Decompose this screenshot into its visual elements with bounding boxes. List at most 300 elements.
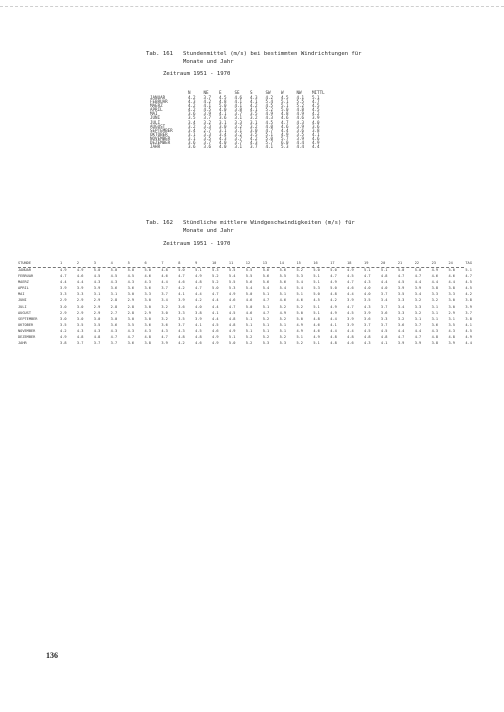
table-cell: 4.3 [431,328,439,333]
table-cell: 3.7 [234,135,243,141]
table-cell: 3.9 [448,341,455,346]
table-cell: 5.1 [279,292,287,297]
table-cell: 4.8 [364,335,371,340]
table-cell: 3.7 [110,341,118,346]
row-month-label: JULI [18,304,27,309]
scan-edge [0,6,504,8]
table-cell: 4.7 [414,274,422,279]
table-cell: 4.0 [219,107,227,113]
table-cell: 5.2 [296,268,303,272]
table-cell: 3.5 [127,322,135,327]
table-cell: 3.6 [161,322,168,327]
table-cell: 4.8 [195,335,202,340]
table-cell: 4.4 [212,298,219,303]
table-cell: 3.2 [397,316,405,321]
table-cell: 3.6 [203,144,212,150]
table-cell: 4.7 [265,127,274,133]
column-header: 20 [380,260,386,265]
table-cell: 5.4 [296,286,303,291]
table-cell: 4.3 [250,95,258,100]
table-cell: 4.8 [431,335,439,340]
table-cell: 4.7 [347,304,354,309]
table-cell: 2.9 [93,298,101,303]
table-cell: 5.4 [265,99,274,105]
table-cell: 3.0 [250,127,258,133]
table-cell: 4.3 [127,328,135,333]
table-cell: 4.0 [195,304,202,309]
table-cell: 2.8 [127,304,135,309]
table-cell: 5.6 [245,280,253,285]
table-cell: 4.0 [219,144,227,150]
table-cell: 4.2 [188,95,196,100]
table-cell: 3.7 [203,140,212,146]
table-cell: 3.9 [465,304,472,309]
table-cell: 4.4 [330,328,337,333]
column-header: 11 [228,260,234,265]
table-cell: 3.6 [178,304,185,309]
table-cell: 4.2 [60,328,67,333]
table-161 [150,88,328,149]
table-cell: 4.4 [465,341,472,346]
column-header: 23 [431,260,436,265]
table-cell: 4.9 [296,111,305,117]
table-cell: 3.6 [127,341,135,346]
table-cell: 4.0 [364,292,371,297]
table-cell: 3.3 [414,304,422,309]
row-month-label: APRIL [18,286,29,291]
table-cell: 2.9 [144,310,151,315]
table-cell: 4.9 [330,310,337,315]
table-cell: 2.8 [127,310,135,315]
table-cell: 4.6 [431,274,439,279]
table-cell: 4.2 [178,341,185,346]
column-header: 8 [178,260,181,265]
table-cell: 4.6 [161,274,168,279]
table-cell: 5.6 [262,268,270,272]
table-cell: 5.4 [245,286,253,291]
table-cell: 4.5 [465,280,472,285]
table-cell: 4.8 [330,341,337,346]
table-cell: 3.5 [188,115,196,121]
table-cell: 4.3 [364,280,371,285]
table-cell: 4.6 [312,135,320,141]
table-cell: 3.6 [296,127,305,133]
table-cell: 4.1 [380,341,388,346]
table-cell: 4.3 [178,328,185,333]
table-cell: 4.7 [347,280,354,285]
table-cell: 4.1 [203,103,212,109]
table-cell: 3.8 [465,298,472,303]
table-cell: 3.1 [448,316,455,321]
table-cell: 2.7 [203,127,212,133]
page-number: 136 [46,651,58,660]
column-header: 2 [76,260,80,265]
table-cell: 4.9 [279,310,287,315]
table-cell: 3.6 [188,111,196,117]
column-header: 13 [262,260,268,265]
table-cell: 3.7 [380,292,388,297]
table-cell: 5.0 [212,286,219,291]
table-cell: 4.5 [212,322,219,327]
table-cell: 4.1 [212,310,219,315]
table-cell: 4.3 [250,140,258,146]
table-cell: 4.3 [364,341,371,346]
table-cell: 4.4 [431,280,439,285]
table-cell: 3.6 [380,310,388,315]
table-cell: 4.8 [448,335,455,340]
table-cell: 4.5 [465,286,472,291]
column-header: 1 [60,260,63,265]
table-cell: 5.1 [281,99,289,105]
column-header: E [219,89,222,95]
table-cell: 4.9 [212,335,219,340]
table-cell: 4.6 [448,274,455,279]
table-cell: 3.4 [219,131,227,137]
table-cell: 3.6 [110,286,118,291]
table-cell: 4.9 [330,304,337,309]
table-cell: 3.4 [414,292,422,297]
table-cell: 5.5 [228,268,236,272]
table-cell: 4.9 [465,335,472,340]
table-cell: 5.2 [212,274,219,279]
column-header: 19 [364,260,369,265]
table-cell: 4.7 [127,335,135,340]
table-cell: 3.9 [414,286,422,291]
table-cell: 5.0 [265,135,274,141]
table-cell: 4.5 [265,103,274,109]
table-cell: 5.2 [296,341,303,346]
table-cell: 4.4 [330,316,337,321]
table-162-caption: Tab. 162 Stündliche mittlere Windgeschwindigkeiten (m/s) für Monate und Jahr [146,220,355,234]
column-header: SE [234,89,240,95]
table-cell: 3.2 [234,123,243,129]
table-cell: 4.6 [195,341,202,346]
table-cell: 4.1 [296,95,305,100]
table-cell: 4.1 [312,131,320,137]
table-cell: 4.3 [110,328,118,333]
table-cell: 4.3 [265,115,274,121]
table-cell: 3.6 [110,322,118,327]
table-cell: 3.9 [161,341,168,346]
table-cell: 4.5 [127,274,135,279]
table-cell: 5.0 [448,268,455,272]
column-header: MITTL [312,89,325,95]
table-cell: 5.1 [262,322,270,327]
table-cell: 4.8 [380,274,388,279]
table-cell: 4.5 [313,298,320,303]
table-cell: 5.0 [330,268,337,272]
column-header: N [188,89,191,95]
table-cell: 5.5 [228,280,236,285]
table-cell: 5.1 [281,103,289,109]
table-cell: 5.1 [380,268,388,272]
row-month-label: DEZEMBER [18,335,36,340]
table-cell: 4.3 [188,99,196,105]
table-cell: 3.0 [93,316,101,321]
table-cell: 5.1 [313,280,320,285]
table-cell: 4.4 [312,144,320,150]
table-cell: 5.4 [279,286,287,291]
table-cell: 5.0 [313,292,320,297]
table-cell: 4.6 [296,298,303,303]
row-month-label: JUNI [150,115,161,121]
table-cell: 3.1 [93,292,101,297]
row-month-label: SEPTEMBER [150,127,173,133]
table-cell: 5.0 [228,341,236,346]
table-cell: 3.5 [60,322,67,327]
table-cell: 5.0 [178,268,185,272]
table-cell: 3.2 [188,123,196,129]
table-cell: 4.1 [219,111,227,117]
table-cell: 4.7 [262,298,270,303]
table-cell: 3.3 [380,316,388,321]
table-cell: 3.7 [76,341,84,346]
table-cell: 4.9 [296,322,303,327]
table-cell: 2.7 [110,310,118,315]
table-cell: 4.4 [161,280,168,285]
table-cell: 3.4 [397,304,405,309]
table-cell: 5.7 [265,140,274,146]
table-cell: 3.9 [93,286,101,291]
table-cell: 3.5 [448,322,455,327]
table-cell: 3.7 [380,322,388,327]
table-161-period: Zeitraum 1951 - 1970 [163,71,231,77]
table-cell: 5.6 [262,274,270,279]
table-cell: 2.9 [93,310,101,315]
table-cell: 5.1 [262,328,270,333]
row-month-label: FEBRUAR [18,274,34,279]
table-cell: 3.2 [234,131,243,137]
row-month-label: AUGUST [18,310,31,315]
table-cell: 4.9 [228,328,236,333]
table-cell: 3.3 [397,310,405,315]
table-cell: 4.5 [347,310,354,315]
table-cell: 4.7 [465,274,472,279]
table-cell: 3.7 [203,95,212,100]
table-cell: 4.3 [144,328,151,333]
table-cell: 3.9 [178,298,185,303]
table-cell: 4.3 [364,304,371,309]
table-cell: 3.6 [312,123,320,129]
table-cell: 3.7 [234,140,243,146]
table-cell: 4.2 [265,95,274,100]
table-cell: 4.1 [250,99,258,105]
table-cell: 3.4 [188,119,196,125]
row-month-label: MAI [150,111,158,117]
table-cell: 4.8 [347,335,354,340]
table-cell: 4.6 [279,298,287,303]
table-cell: 5.1 [364,268,371,272]
table-cell: 4.6 [76,274,84,279]
table-cell: 4.3 [161,328,168,333]
table-cell: 3.0 [127,316,135,321]
table-cell: 4.5 [228,310,236,315]
table-cell: 5.0 [296,316,303,321]
table-cell: 4.2 [203,99,212,105]
table-cell: 3.9 [347,298,354,303]
table-cell: 4.1 [234,103,243,109]
table-row [18,340,482,346]
table-cell: 4.9 [228,292,236,297]
table-cell: 4.7 [212,292,219,297]
table-cell: 5.1 [465,268,472,272]
table-cell: 4.7 [178,274,185,279]
table-cell: 4.9 [212,341,219,346]
table-cell: 2.8 [110,298,118,303]
table-cell: 4.9 [312,140,320,146]
table-cell: 4.9 [296,328,303,333]
table-cell: 3.5 [397,292,405,297]
column-header: 5 [127,260,130,265]
table-cell: 5.4 [296,280,303,285]
table-cell: 3.1 [234,115,243,121]
table-cell: 3.9 [364,310,371,315]
table-cell: 5.1 [312,95,320,100]
table-cell: 4.8 [380,335,388,340]
table-cell: 5.2 [245,341,253,346]
table-cell: 4.6 [281,115,289,121]
row-month-label: JULI [150,119,161,125]
table-cell: 3.7 [414,322,422,327]
table-cell: 3.0 [110,316,118,321]
column-header: 18 [347,260,352,265]
table-cell: 4.4 [347,292,354,297]
table-cell: 5.4 [262,286,270,291]
table-cell: 3.1 [188,135,196,141]
table-cell: 3.9 [397,341,405,346]
table-row [150,145,328,149]
table-cell: 5.0 [245,304,253,309]
table-cell: 4.4 [414,328,422,333]
table-cell: 3.1 [219,127,227,133]
table-cell: 5.2 [279,304,287,309]
table-cell: 3.0 [127,292,135,297]
table-cell: 3.0 [219,123,227,129]
table-cell: 4.8 [313,316,320,321]
table-cell: 3.2 [250,123,258,129]
table-cell: 5.3 [212,268,219,272]
table-cell: 3.6 [364,316,371,321]
table-cell: 4.2 [178,286,185,291]
table-cell: 4.1 [195,322,202,327]
table-cell: 5.4 [228,274,236,279]
table-cell: 3.3 [397,298,405,303]
table-cell: 5.0 [93,268,101,272]
table-cell: 3.3 [203,131,212,137]
table-cell: 3.3 [144,292,151,297]
table-cell: 4.3 [110,280,118,285]
table-cell: 2.9 [60,310,67,315]
table-cell: 3.7 [250,144,258,150]
table-cell: 5.6 [279,280,287,285]
table-cell: 4.4 [281,127,289,133]
table-cell: 3.0 [60,316,67,321]
table-cell: 3.0 [76,304,84,309]
table-cell: 3.2 [161,316,168,321]
table-161-body [150,96,328,149]
table-cell: 4.9 [76,268,84,272]
table-cell: 3.1 [431,304,439,309]
table-cell: 4.4 [448,280,455,285]
table-cell: 4.2 [465,292,472,297]
table-cell: 3.0 [144,316,151,321]
table-cell: 5.1 [245,316,253,321]
table-cell: 5.0 [127,268,135,272]
table-cell: 4.7 [228,304,236,309]
table-cell: 5.2 [296,304,303,309]
column-header: 3 [93,260,96,265]
table-cell: 4.9 [281,131,289,137]
table-cell: 4.5 [281,95,289,100]
table-cell: 4.0 [312,119,320,125]
table-cell: 5.3 [296,274,303,279]
table-cell: 4.8 [178,335,185,340]
column-header-month: STUNDE [18,260,31,265]
table-cell: 4.7 [312,99,320,105]
table-cell: 4.0 [380,286,388,291]
table-cell: 5.1 [262,292,270,297]
table-cell: 4.8 [228,322,236,327]
table-cell: 3.5 [296,131,305,137]
table-cell: 4.4 [195,292,202,297]
table-cell: 4.7 [161,335,168,340]
table-cell: 3.5 [76,322,84,327]
table-cell: 5.5 [279,274,287,279]
table-cell: 3.7 [93,341,101,346]
table-cell: 3.5 [250,111,258,117]
table-cell: 4.3 [93,328,101,333]
row-month-label: JANUAR [150,95,166,100]
table-cell: 4.6 [347,341,354,346]
table-cell: 4.2 [188,103,196,109]
table-cell: 4.4 [60,280,67,285]
table-cell: 3.1 [188,131,196,137]
table-cell: 5.1 [296,292,303,297]
table-cell: 4.6 [281,123,289,129]
table-cell: 4.5 [312,107,320,113]
table-cell: 4.9 [265,111,274,117]
table-cell: 5.0 [313,268,320,272]
column-header: S [250,89,253,95]
table-cell: 3.7 [364,322,371,327]
column-header: 17 [330,260,335,265]
table-cell: 3.0 [448,298,455,303]
table-cell: 4.5 [465,328,472,333]
table-cell: 4.4 [212,316,219,321]
table-cell: 3.8 [431,341,439,346]
table-cell: 3.7 [380,304,388,309]
table-cell: 4.5 [195,328,202,333]
table-cell: 4.5 [265,119,274,125]
table-cell: 4.0 [364,286,371,291]
table-cell: 4.7 [364,274,371,279]
table-cell: 4.4 [76,280,84,285]
table-cell: 3.9 [414,341,422,346]
table-cell: 3.5 [93,322,101,327]
table-cell: 4.3 [448,328,455,333]
table-cell: 3.9 [203,111,212,117]
table-cell: 5.5 [245,268,253,272]
column-header: 14 [279,260,284,265]
column-header: 22 [414,260,420,265]
table-162-body [18,267,482,346]
row-month-label: DEZEMBER [150,140,171,146]
table-cell: 3.4 [188,127,196,133]
table-cell: 4.6 [296,115,305,121]
column-header: 10 [212,260,217,265]
row-month-label: OKTOBER [150,131,168,137]
table-cell: 4.5 [219,95,227,100]
